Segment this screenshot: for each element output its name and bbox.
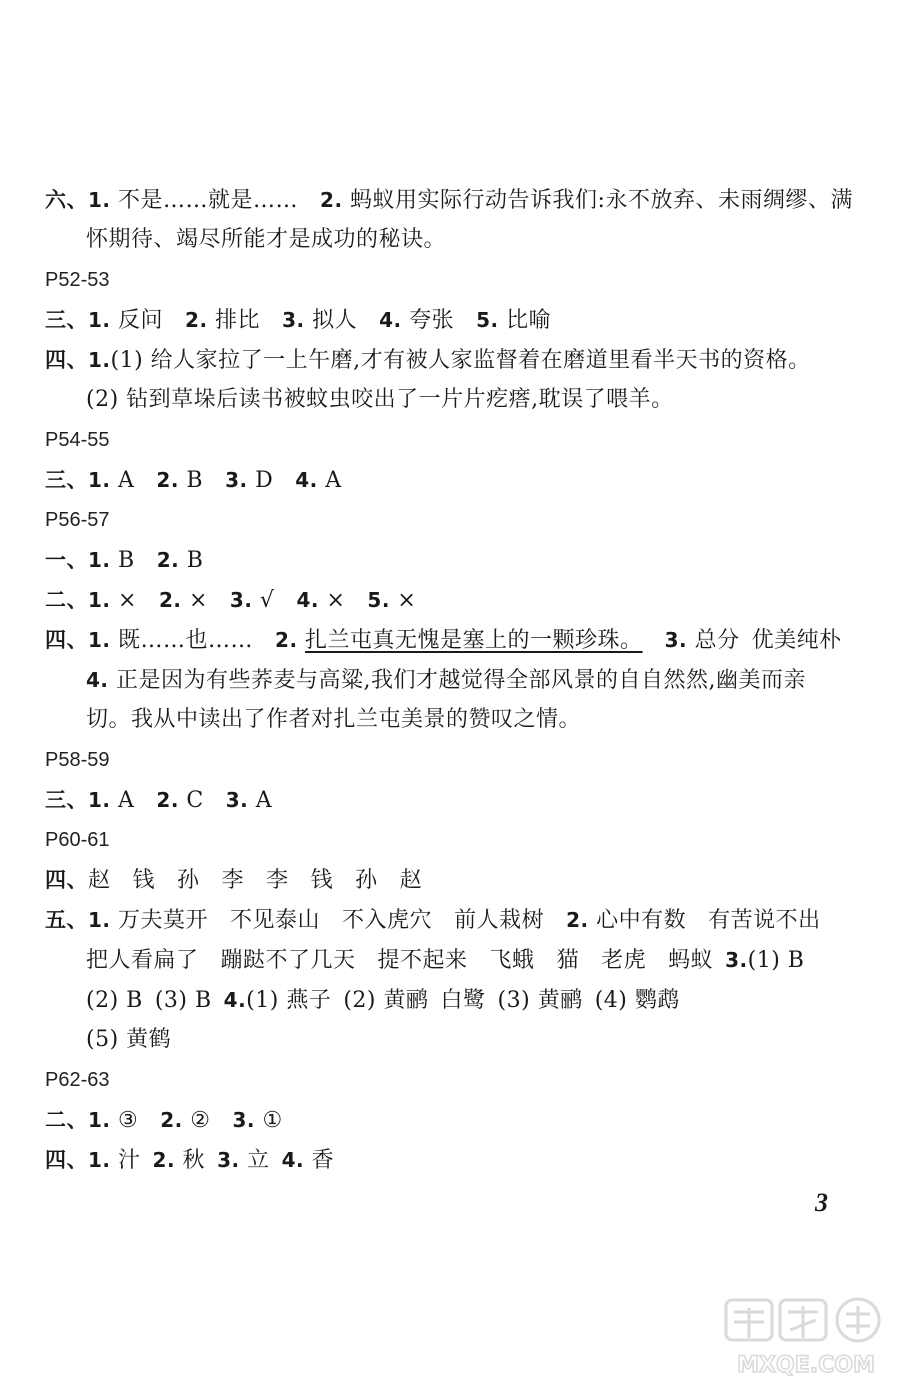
answer-line-continuation: 切。我从中读出了作者对扎兰屯美景的赞叹之情。 (86, 707, 582, 732)
watermark-text: MXQE.COM (737, 1353, 875, 1378)
page-reference: P52-53 (45, 269, 110, 291)
answer-line-continuation: 怀期待、竭尽所能才是成功的秘诀。 (86, 227, 447, 252)
page-reference: P58-59 (45, 749, 110, 771)
answer-line-2-section: 二、1. ③ 2. ② 3. ① (45, 1108, 283, 1133)
watermark-logo (720, 1296, 892, 1380)
page-number: 3 (815, 1188, 828, 1217)
answer-line-4-section: 四、1.(1) 给人家拉了一上午磨,才有被人家监督着在磨道里看半天书的资格。 (45, 348, 811, 373)
answer-line-3-section: 三、1. 反问 2. 排比 3. 拟人 4. 夸张 5. 比喻 (45, 308, 552, 333)
answer-line-continuation: 把人看扁了 蹦跶不了几天 提不起来 飞蛾 猫 老虎 蚂蚁 3.(1) B (86, 948, 805, 973)
answer-line-4-section: 四、赵 钱 孙 李 李 钱 孙 赵 (45, 868, 423, 893)
page-reference: P62-63 (45, 1069, 110, 1091)
page-reference: P56-57 (45, 509, 110, 531)
answer-line-4-section: 四、1. 汁 2. 秋 3. 立 4. 香 (45, 1148, 335, 1173)
answer-line-1-section: 一、1. B 2. B (45, 548, 204, 573)
answer-line-5-section: 五、1. 万夫莫开 不见泰山 不入虎穴 前人栽树 2. 心中有数 有苦说不出 (45, 908, 821, 933)
page-reference: P54-55 (45, 429, 110, 451)
answer-line-6-section: 六、1. 不是……就是…… 2. 蚂蚁用实际行动告诉我们:永不放弃、未雨绸缪、满 (45, 188, 853, 213)
answer-line-continuation: (2) B (3) B 4.(1) 燕子 (2) 黄鹂 白鹭 (3) 黄鹂 (4) 鹦鹉 (86, 988, 680, 1013)
answer-line-continuation: (2) 钻到草垛后读书被蚊虫咬出了一片片疙瘩,耽误了喂羊。 (86, 387, 674, 412)
answer-line-4-section: 四、1. 既……也…… 2. 扎兰屯真无愧是塞上的一颗珍珠。 3. 总分 优美纯朴 (45, 628, 842, 653)
answer-line-2-section: 二、1. × 2. × 3. √ 4. × 5. × (45, 588, 417, 613)
answer-line-continuation: 4. 正是因为有些荞麦与高粱,我们才越觉得全部风景的自自然然,幽美而亲 (86, 668, 807, 693)
answer-line-3-section: 三、1. A 2. B 3. D 4. A (45, 468, 342, 493)
page-reference: P60-61 (45, 829, 110, 851)
underlined-answer: 扎兰屯真无愧是塞上的一颗珍珠。 (305, 628, 643, 653)
answer-line-continuation: (5) 黄鹤 (86, 1027, 172, 1052)
answer-line-3-section: 三、1. A 2. C 3. A (45, 788, 273, 813)
